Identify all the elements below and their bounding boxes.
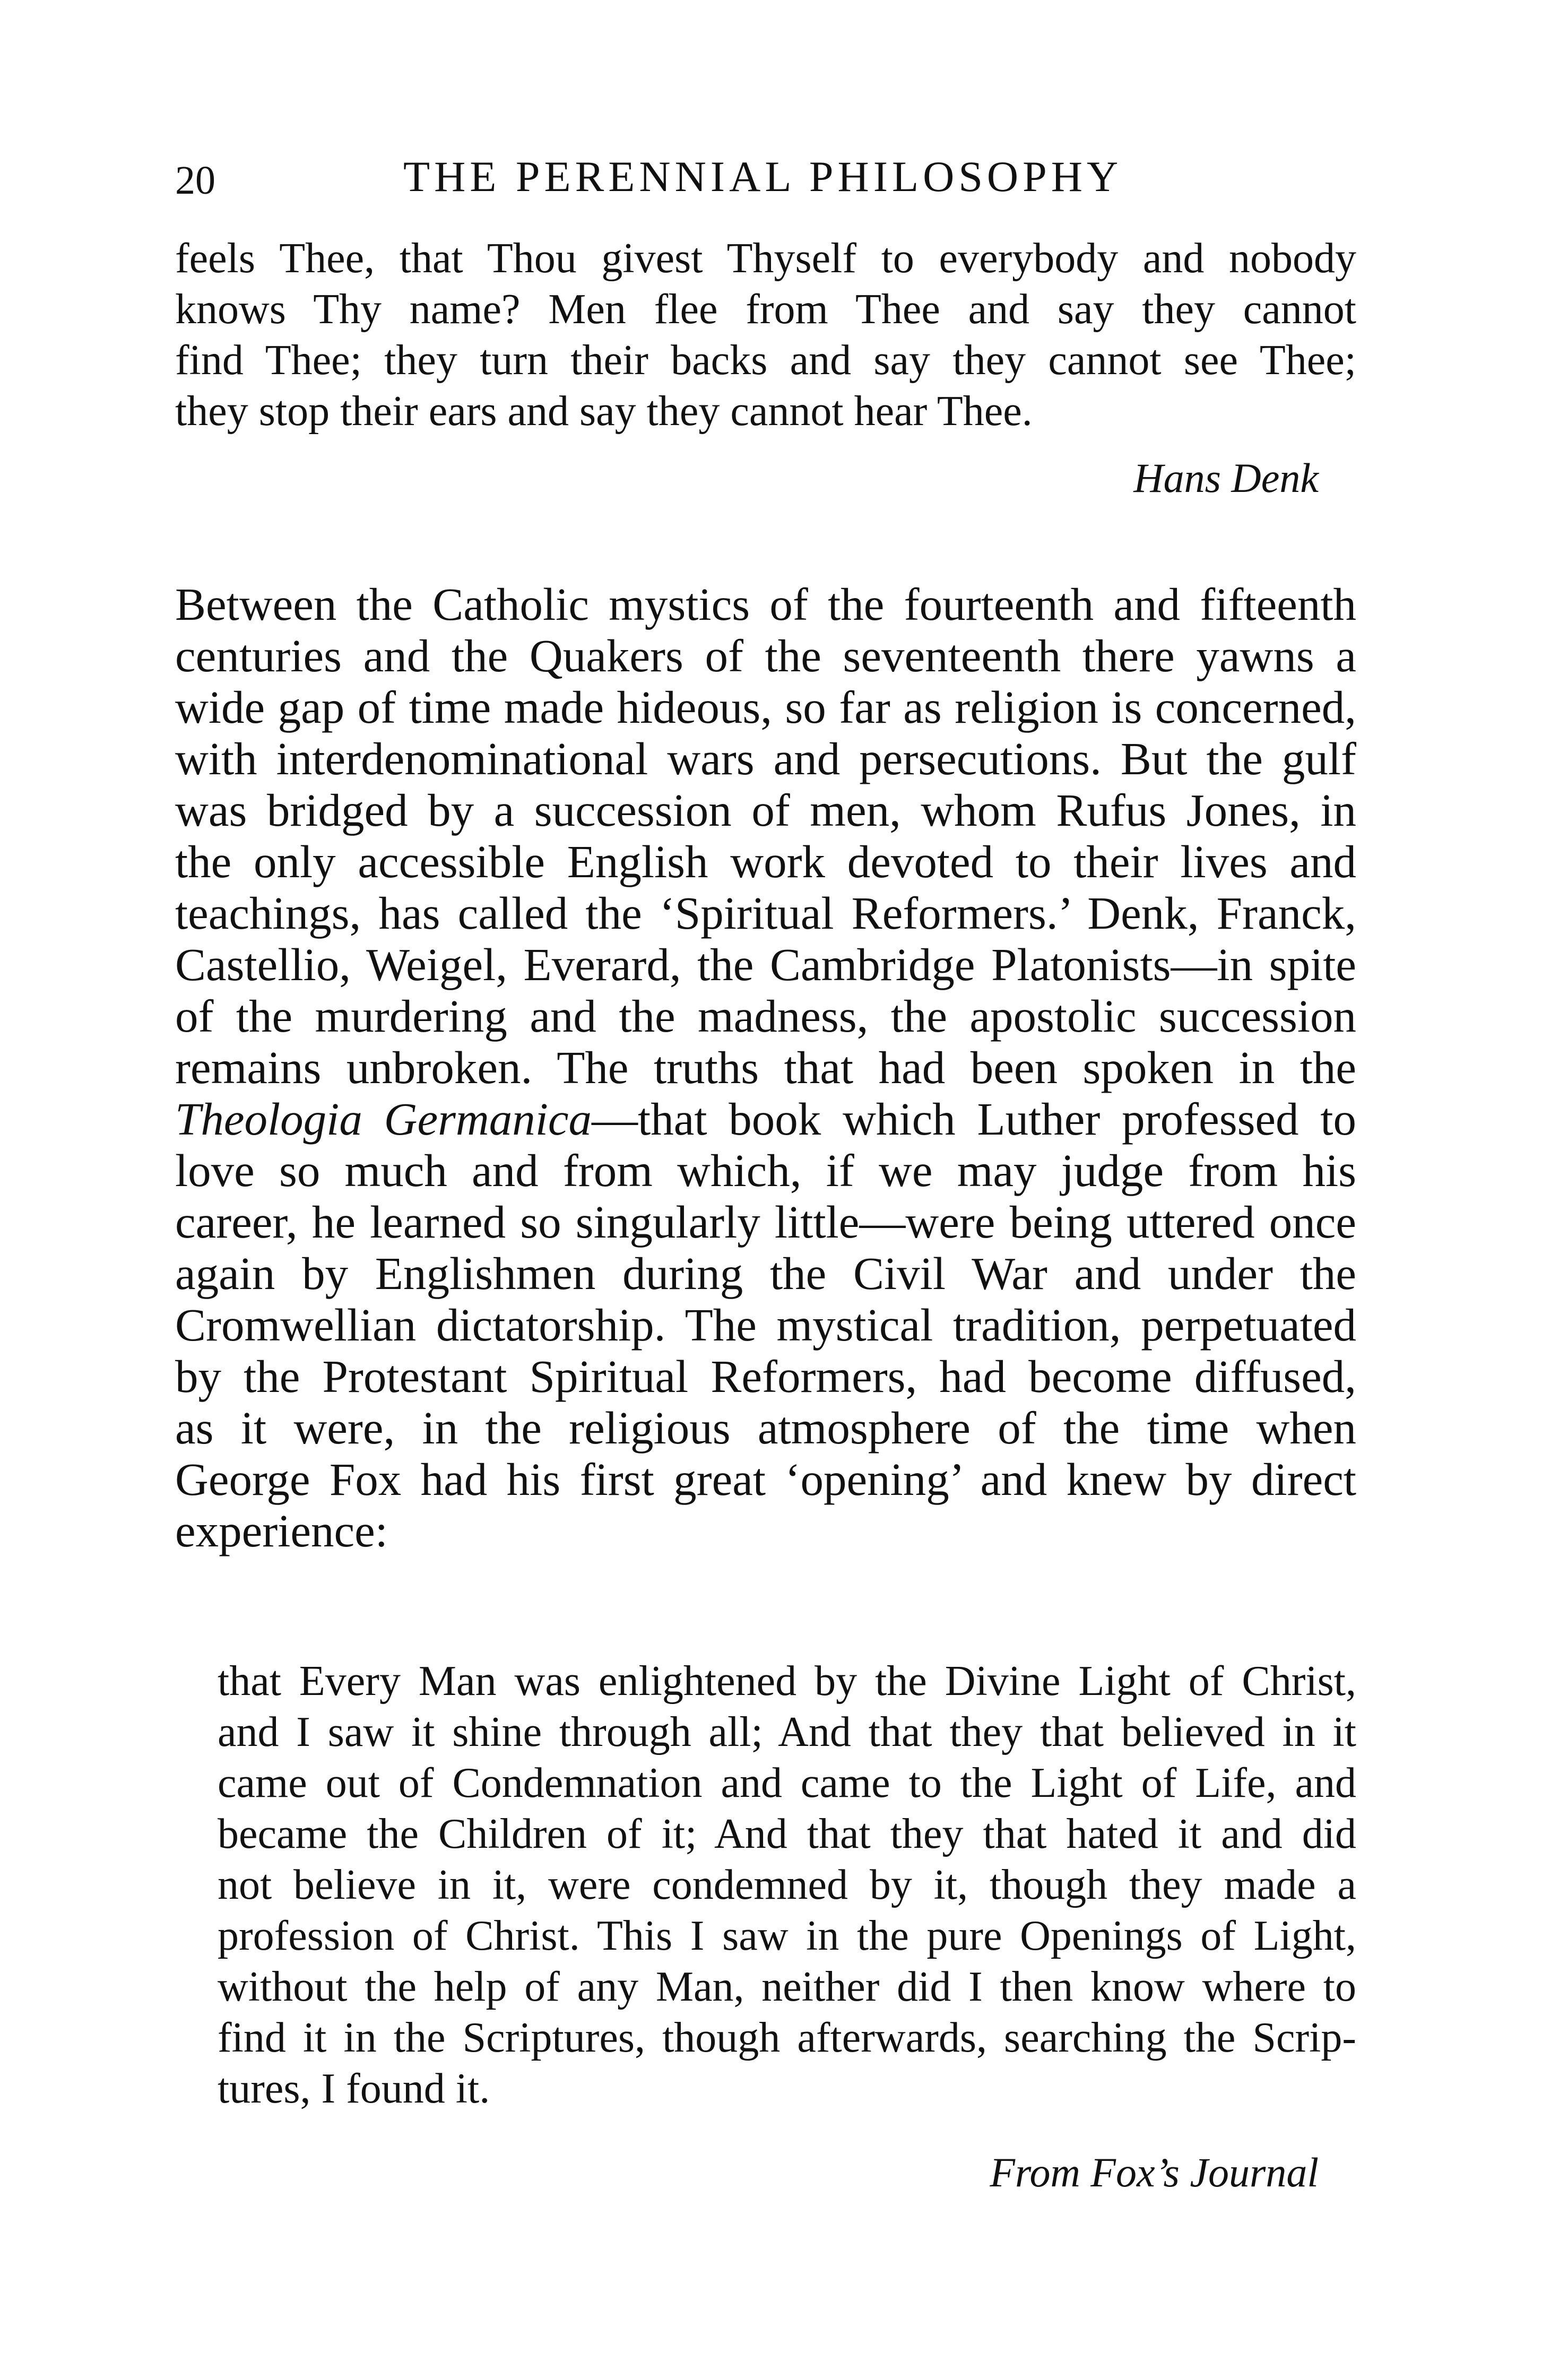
fox-quote xyxy=(218,1656,1356,2114)
text-line: and I saw it shine through all; And that they that believed in it xyxy=(218,1709,1356,1755)
text-line: love so much and from which, if we may judge from his xyxy=(175,1145,1356,1196)
text-line-with-italic-title xyxy=(175,1093,1356,1145)
text-line: centuries and the Quakers of the seventeenth there yawns a xyxy=(175,630,1356,681)
body-paragraph xyxy=(175,578,1356,1556)
text-line: Castellio, Weigel, Everard, the Cambridge Platonists—in spite xyxy=(175,939,1356,990)
text-line: tures, I found it. xyxy=(218,2065,490,2112)
denk-quote xyxy=(175,233,1356,437)
running-head xyxy=(175,152,1356,213)
text-line: career, he learned so singularly little—were being uttered once xyxy=(175,1196,1356,1248)
text-line: find it in the Scriptures, though afterwards, searching the Scrip- xyxy=(218,2014,1356,2061)
text-line: as it were, in the religious atmosphere of the time when xyxy=(175,1402,1356,1454)
text-line: knows Thy name? Men flee from Thee and say they cannot xyxy=(175,286,1356,333)
running-title: THE PERENNIAL PHILOSOPHY xyxy=(403,152,1123,201)
text-line: wide gap of time made hideous, so far as religion is concerned, xyxy=(175,681,1356,733)
text-line: again by Englishmen during the Civil War and under the xyxy=(175,1248,1356,1299)
text-line: was bridged by a succession of men, whom Rufus Jones, in xyxy=(175,784,1356,836)
text-line: by the Protestant Spiritual Reformers, had become diffused, xyxy=(175,1351,1356,1402)
denk-attribution: Hans Denk xyxy=(1133,455,1319,501)
text-line: feels Thee, that Thou givest Thyself to everybody and nobody xyxy=(175,235,1356,282)
text-line: profession of Christ. This I saw in the pure Openings of Light, xyxy=(218,1913,1356,1959)
text-line: that Every Man was enlightened by the Divine Light of Christ, xyxy=(218,1658,1356,1705)
fox-attribution: From Fox’s Journal xyxy=(990,2149,1319,2195)
text-line-rest: —that book which Luther professed to xyxy=(592,1093,1356,1145)
page-number: 20 xyxy=(175,158,215,203)
text-line: came out of Condemnation and came to the Light of Life, and xyxy=(218,1760,1356,1806)
text-line: Between the Catholic mystics of the fourteenth and fifteenth xyxy=(175,578,1356,630)
text-line: find Thee; they turn their backs and say they cannot see Thee; xyxy=(175,337,1356,384)
text-line: the only accessible English work devoted to their lives and xyxy=(175,836,1356,887)
text-line: of the murdering and the madness, the apostolic succession xyxy=(175,990,1356,1042)
text-line: remains unbroken. The truths that had been spoken in the xyxy=(175,1042,1356,1093)
text-line: experience: xyxy=(175,1505,388,1556)
text-line: with interdenominational wars and persecutions. But the gulf xyxy=(175,733,1356,784)
italic-book-title: Theologia Germanica xyxy=(175,1093,592,1145)
text-line: became the Children of it; And that they that hated it and did xyxy=(218,1811,1356,1857)
text-line: Cromwellian dictatorship. The mystical tradition, perpetuated xyxy=(175,1299,1356,1351)
text-line: they stop their ears and say they cannot hear Thee. xyxy=(175,388,1033,435)
text-line: not believe in it, were condemned by it, though they made a xyxy=(218,1862,1356,1908)
text-line: teachings, has called the ‘Spiritual Reformers.’ Denk, Franck, xyxy=(175,887,1356,939)
text-line: George Fox had his first great ‘opening’ and knew by direct xyxy=(175,1454,1356,1505)
text-line: without the help of any Man, neither did I then know where to xyxy=(218,1964,1356,2010)
